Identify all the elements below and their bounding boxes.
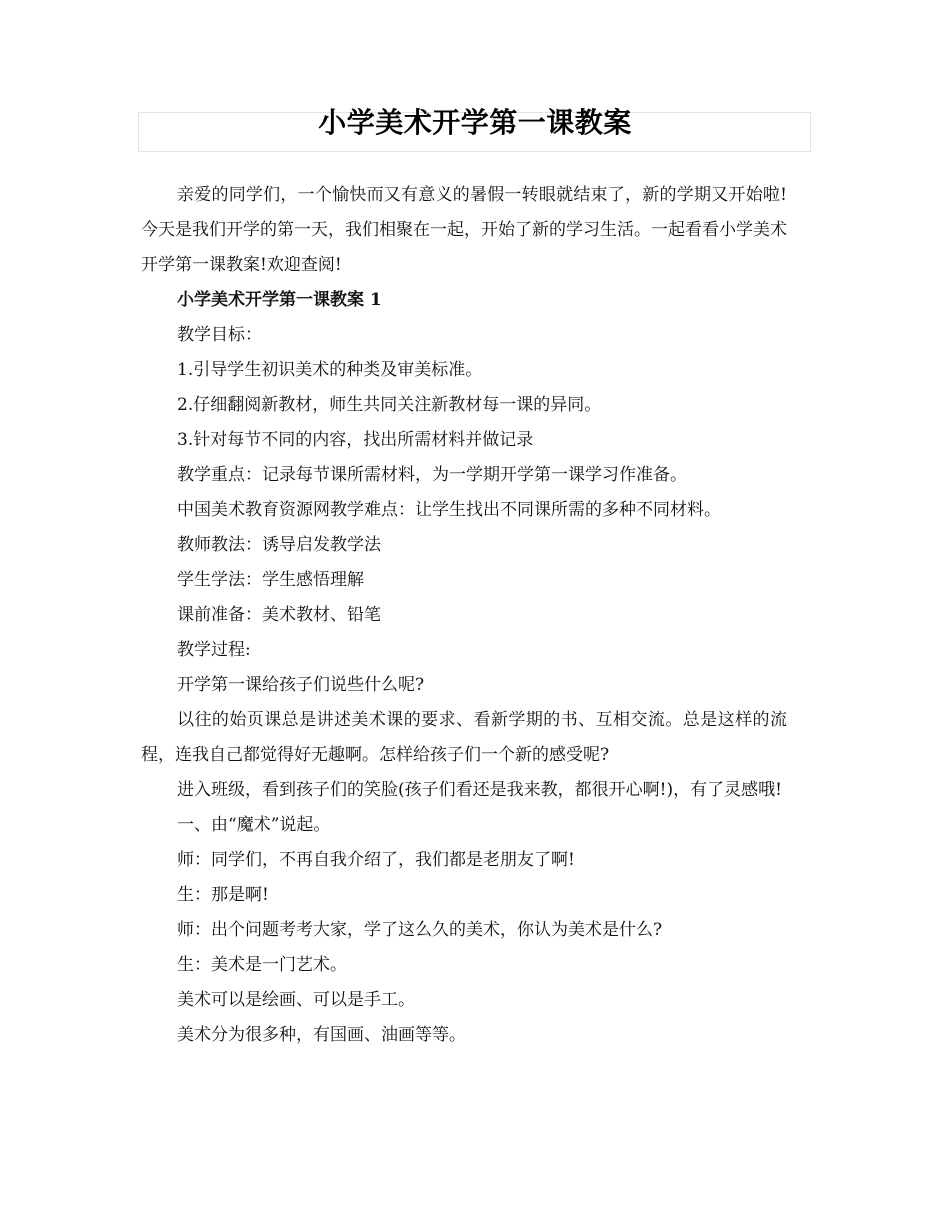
paragraph-teacher-1: 师：同学们，不再自我介绍了，我们都是老朋友了啊! [177,850,575,870]
paragraph-learning-method: 学生学法：学生感悟理解 [177,570,364,590]
section-heading: 小学美术开学第一课教案 1 [177,290,382,310]
paragraph-teacher-2: 师：出个问题考考大家，学了这么久的美术，你认为美术是什么? [177,920,663,940]
paragraph-goal-3: 3.针对每节不同的内容，找出所需材料并做记录 [177,430,534,450]
paragraph-student-2: 生：美术是一门艺术。 [177,955,347,975]
paragraph-inspiration: 进入班级，看到孩子们的笑脸(孩子们看还是我来教，都很开心啊!)，有了灵感哦! [177,780,782,800]
document-title: 小学美术开学第一课教案 [318,106,632,139]
paragraph-preparation: 课前准备：美术教材、铅笔 [177,605,381,625]
paragraph-teaching-goals: 教学目标： [177,325,262,345]
paragraph-difficulties: 中国美术教育资源网教学难点：让学生找出不同课所需的多种不同材料。 [177,500,721,520]
paragraph-goal-1: 1.引导学生初识美术的种类及审美标准。 [177,360,483,380]
paragraph-process: 教学过程: [177,640,251,660]
paragraph-key-points: 教学重点：记录每节课所需材料，为一学期开学第一课学习作准备。 [177,465,687,485]
intro-paragraph: 亲爱的同学们，一个愉快而又有意义的暑假一转眼就结束了，新的学期又开始啦!今天是我们开学的第一天，我们相聚在一起，开始了新的学习生活。一起看看小学美术开学第一课教案!欢迎查阅! [141,185,787,275]
document-body [141,178,787,1053]
paragraph-magic: 一、由“魔术”说起。 [177,815,331,835]
paragraph-teaching-method: 教师教法：诱导启发教学法 [177,535,381,555]
paragraph-art-handcraft: 美术可以是绘画、可以是手工。 [177,990,415,1010]
paragraph-question: 开学第一课给孩子们说些什么呢? [177,675,425,695]
paragraph-goal-2: 2.仔细翻阅新教材，师生共同关注新教材每一课的异同。 [177,395,602,415]
paragraph-student-1: 生：那是啊! [177,885,269,905]
paragraph-art-types: 美术分为很多种，有国画、油画等等。 [177,1025,466,1045]
paragraph-reflection: 以往的始页课总是讲述美术课的要求、看新学期的书、互相交流。总是这样的流程，连我自己都觉得好无趣啊。怎样给孩子们一个新的感受呢? [141,710,787,765]
